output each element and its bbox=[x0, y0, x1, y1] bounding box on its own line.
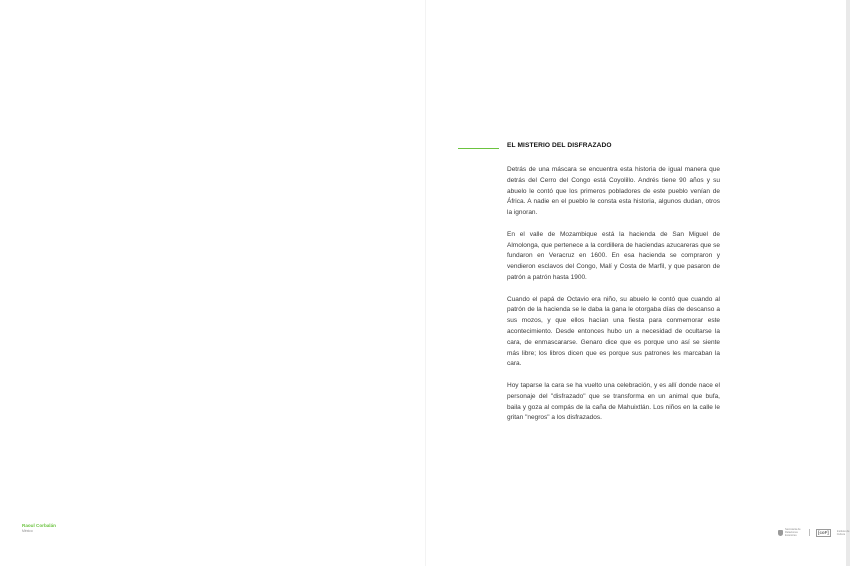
article-paragraph: Cuando el papá de Octavio era niño, su abuelo le contó que cuando al patrón de la hacienda se le daba la gana le otorgaba días de descanso a sus mozos, y que ellos hacían una fiesta para conmemorar este acontecimiento. Desde entonces hubo un a necesidad de ocultarse la cara, de enmascararse. Genaro dice que es porque uno así se siente más libre; los libros dicen que es porque sus patrones les marcaban la cara. bbox=[507, 295, 720, 368]
accent-rule bbox=[458, 148, 499, 149]
footer-logos bbox=[778, 528, 850, 537]
article-title: EL MISTERIO DEL DISFRAZADO bbox=[507, 142, 612, 149]
spread-divider bbox=[425, 0, 426, 566]
article-paragraph: Detrás de una máscara se encuentra esta historia de igual manera que detrás del Cerro del Congo está Coyolillo. Andrés tiene 90 años y su abuelo le contó que los primeros pobladores de este pueblo venían de África. A nadie en el pueblo le consta esta historia, algunos dudan, otros la ignoran. bbox=[507, 166, 720, 217]
article-paragraph: En el valle de Mozambique está la hacienda de San Miguel de Almolonga, que pertenece a la cordillera de haciendas azucareras que se fundaron en Veracruz en 1600. En esa hacienda se compraron y vendieron esclavos del Congo, Malí y Costa de Marfil, y que pasaron de patrón a patrón hasta 1900. bbox=[507, 230, 720, 281]
sre-logo bbox=[778, 528, 803, 537]
credit-name: Raoul Corbalán bbox=[22, 523, 56, 528]
photo-credit bbox=[22, 523, 56, 534]
page-edge bbox=[846, 0, 850, 566]
shield-icon bbox=[778, 530, 783, 536]
sre-logo-text: Secretaría de Relaciones Exteriores bbox=[785, 528, 801, 537]
article bbox=[507, 141, 720, 435]
article-paragraph: Hoy taparse la cara se ha vuelto una celebración, y es allí donde nace el personaje del "disfrazado" que se transforma en un animal que bufa, baila y goza al compás de la caña de Mahuixtlán. Los niños en la calle le gritan "negros" a los disfrazados. bbox=[507, 381, 720, 422]
institute-logo-text: Instituto de Cultura bbox=[836, 529, 850, 536]
cof-logo: [coF] bbox=[818, 529, 829, 535]
logo-separator bbox=[809, 529, 810, 536]
credit-place: México bbox=[22, 529, 33, 533]
